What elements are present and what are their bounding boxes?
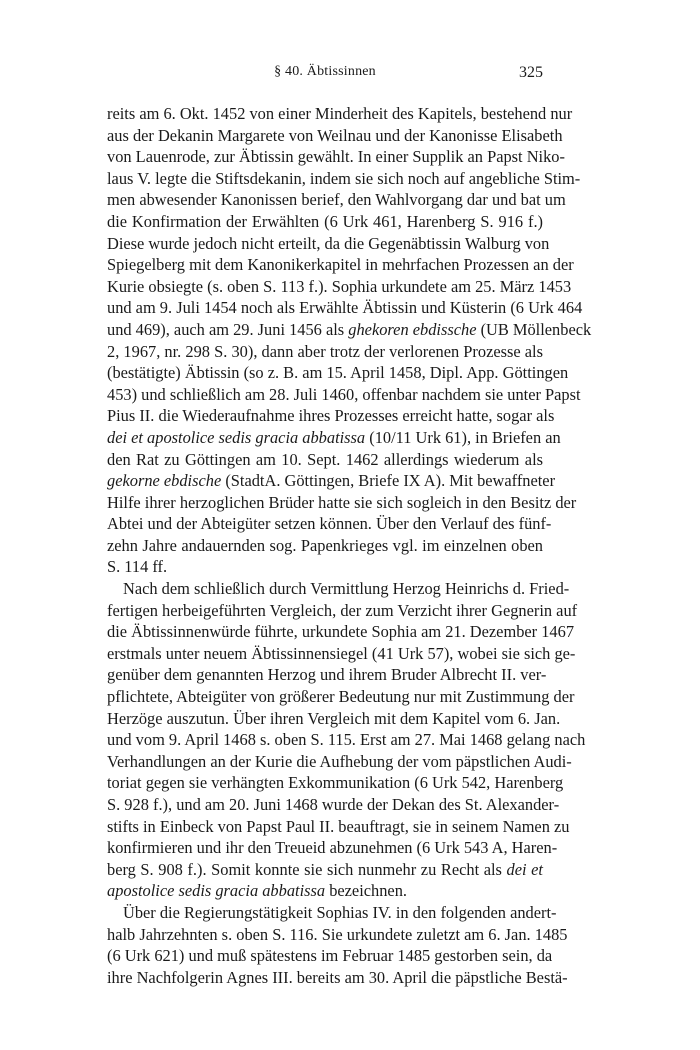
text-line [107,103,573,125]
text-line [107,297,583,319]
text-line [107,729,586,751]
text-line [107,924,568,946]
text-line [107,600,578,622]
text-segment: Abtei und der Abteigüter setzen können. Über den Verlauf des fünf- [107,514,552,534]
text-line [107,664,547,686]
text-segment: bezeichnen. [325,881,407,901]
text-segment: Hilfe ihrer herzoglichen Brüder hatte sie sich sogleich in den Besitz der [107,492,577,512]
text-line [107,556,543,578]
text-segment: Verhandlungen an der Kurie die Aufhebung der vom päpstlichen Audi- [107,751,572,771]
text-line [107,211,543,233]
italic-segment: ghekoren ebdissche [348,319,477,339]
page-number: 325 [519,64,543,81]
text-segment: und vom 9. April 1468 s. oben S. 115. Erst am 27. Mai 1468 gelang nach [107,730,586,750]
text-line [107,233,550,255]
text-line [107,276,572,298]
text-line [107,578,570,600]
text-line [107,362,569,384]
text-line [107,621,575,643]
text-segment: (UB Möllenbeck [476,319,592,339]
text-segment: von Lauenrode, zur Äbtissin gewählt. In einer Supplik an Papst Niko- [107,147,565,167]
text-segment: S. 928 f.), und am 20. Juni 1468 wurde der Dekan des St. Alexander- [107,795,560,814]
text-line [107,945,553,967]
text-line [107,189,566,211]
text-line [107,643,576,665]
text-line [107,341,543,363]
text-line [107,254,574,276]
text-segment: 2, 1967, nr. 298 S. 30), dann aber trotz der verlorenen Prozesse als [107,341,543,361]
text-segment: fertigen herbeigeführten Vergleich, der zum Verzicht ihrer Gegnerin auf [107,600,578,620]
text-segment: ihre Nachfolgerin Agnes III. bereits am 30. April die päpstliche Bestä- [107,967,568,987]
text-segment: pflichtete, Abteigüter von größerer Bedeutung nur mit Zustimmung der [107,687,575,707]
text-segment: erstmals unter neuem Äbtissinnensiegel (41 Urk 57), wobei sie sich ge- [107,643,576,663]
text-segment: stifts in Einbeck von Papst Paul II. beauftragt, sie in seinem Namen zu [107,816,570,836]
text-segment: konfirmieren und ihr den Treueid abzunehmen (6 Urk 543 A, Haren- [107,838,558,858]
text-line [107,146,565,168]
text-segment: Diese wurde jedoch nicht erteilt, da die Gegenäbtissin Walburg von [107,233,550,253]
text-line [107,859,543,881]
text-line [107,384,581,406]
text-line [107,535,543,557]
text-line [107,708,561,730]
italic-segment: dei et [506,859,543,879]
text-segment: Herzöge auszutun. Über ihren Vergleich mit dem Kapitel vom 6. Jan. [107,708,561,728]
text-segment: die Äbtissinnenwürde führte, urkundete Sophia am 21. Dezember 1467 [107,622,575,642]
text-segment: Kurie obsiegte (s. oben S. 113 f.). Sophia urkundete am 25. März 1453 [107,276,572,296]
body-text [107,103,592,988]
text-line [107,125,563,147]
page-header [107,64,543,86]
italic-segment: gekorne ebdische [107,471,222,491]
text-line [107,751,572,773]
text-segment: (10/11 Urk 61), in Briefen an [365,427,561,447]
text-line [107,816,570,838]
text-line [107,794,560,816]
text-segment: die Konfirmation der Erwählten (6 Urk 461, Harenberg S. 916 f.) [107,211,543,231]
text-segment: und am 9. Juli 1454 noch als Erwählte Äbtissin und Küsterin (6 Urk 464 [107,298,583,318]
text-line [107,405,555,427]
text-segment: den Rat zu Göttingen am 10. Sept. 1462 allerdings wiederum als [107,449,543,469]
running-title: § 40. Äbtissinnen [274,64,376,79]
text-segment: Nach dem schließlich durch Vermittlung Herzog Heinrichs d. Fried- [123,579,570,599]
text-line [107,967,568,989]
text-segment: und 469), auch am 29. Juni 1456 als [107,319,349,339]
text-line [107,470,556,492]
text-segment: men abwesender Kanonissen berief, den Wahlvorgang dar und bat um [107,190,566,210]
text-segment: aus der Dekanin Margarete von Weilnau und der Kanonisse Elisabeth [107,125,563,145]
text-segment: 453) und schließlich am 28. Juli 1460, offenbar nachdem sie unter Papst [107,384,581,404]
text-line [107,513,552,535]
text-segment: genüber dem genannten Herzog und ihrem Bruder Albrecht II. ver- [107,665,547,685]
text-line [107,837,558,859]
text-line [107,449,543,471]
text-line [107,880,543,902]
italic-segment: dei et apostolice sedis gracia abbatissa [107,427,366,447]
text-segment: laus V. legte die Stiftsdekanin, indem sie sich noch auf angebliche Stim- [107,168,581,188]
text-line [107,772,564,794]
text-line [107,319,592,341]
text-line [107,492,577,514]
text-segment: Über die Regierungstätigkeit Sophias IV. in den folgenden andert- [123,902,557,922]
text-segment: (6 Urk 621) und muß spätestens im Februar 1485 gestorben sein, da [107,946,553,966]
text-line [107,686,575,708]
text-segment: zehn Jahre andauernden sog. Papenkrieges vgl. im einzelnen oben [107,535,543,555]
text-line [107,902,557,924]
text-segment: halb Jahrzehnten s. oben S. 116. Sie urkundete zuletzt am 6. Jan. 1485 [107,924,568,944]
text-segment: S. 114 ff. [107,557,168,577]
text-line [107,427,561,449]
text-segment: berg S. 908 f.). Somit konnte sie sich nunmehr zu Recht als [107,859,507,879]
text-line [107,168,581,190]
text-segment: (bestätigte) Äbtissin (so z. B. am 15. April 1458, Dipl. App. Göttingen [107,363,569,383]
text-segment: reits am 6. Okt. 1452 von einer Minderheit des Kapitels, bestehend nur [107,104,573,123]
text-segment: toriat gegen sie verhängten Exkommunikation (6 Urk 542, Harenberg [107,773,564,793]
text-segment: Pius II. die Wiederaufnahme ihres Prozesses erreicht hatte, sogar als [107,406,555,426]
text-segment: Spiegelberg mit dem Kanonikerkapitel in mehrfachen Prozessen an der [107,255,574,275]
text-segment: (StadtA. Göttingen, Briefe IX A). Mit bewaffneter [221,471,556,491]
italic-segment: apostolice sedis gracia abbatissa [107,881,326,901]
